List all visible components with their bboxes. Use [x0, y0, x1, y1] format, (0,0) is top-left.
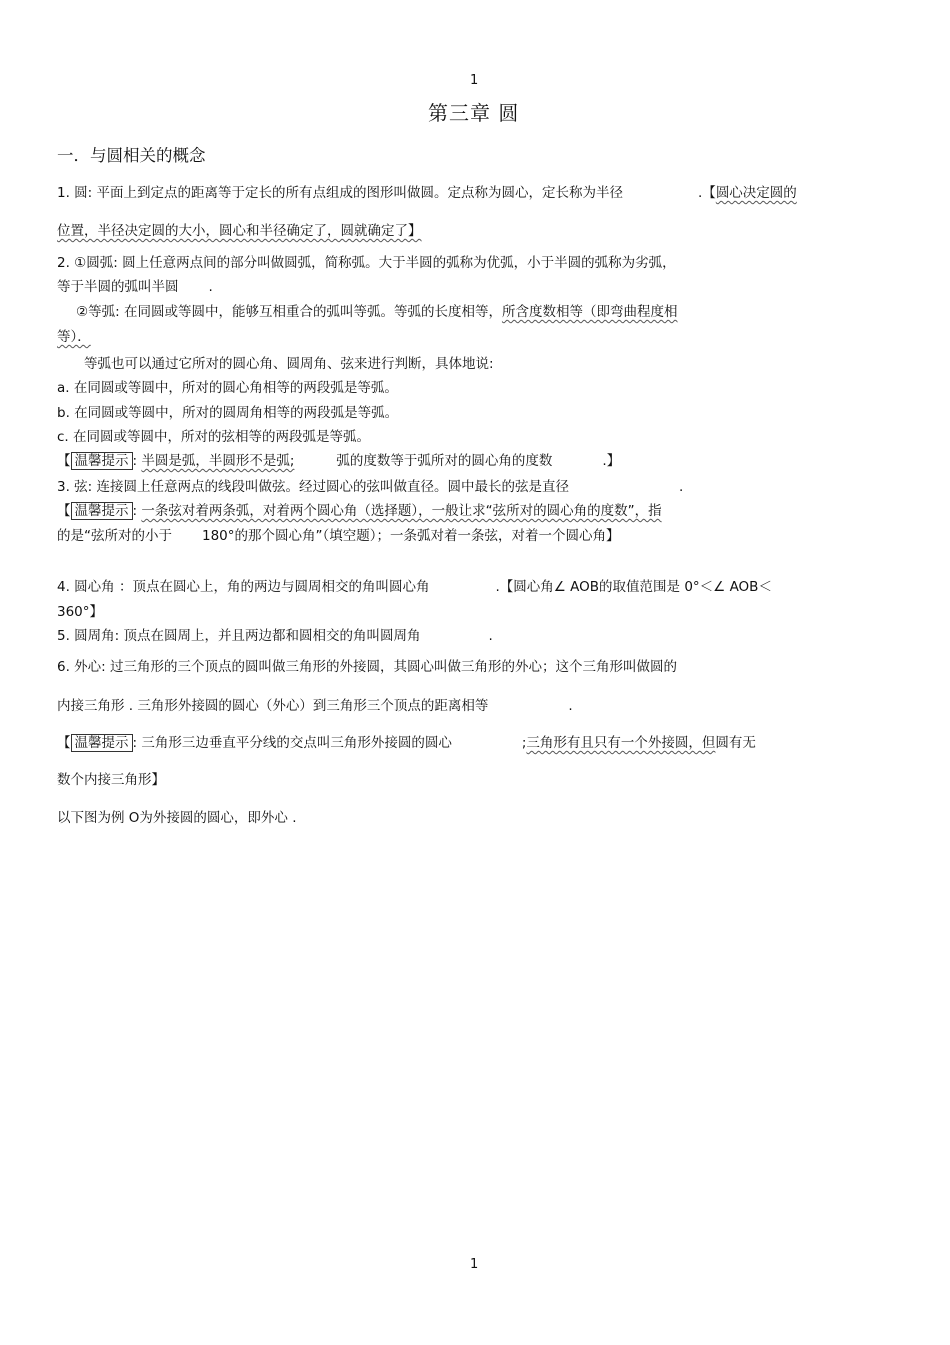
- tip-1-emphasis: 半圆是弧，半圆形不是弧;: [141, 453, 295, 469]
- colon: :: [132, 503, 138, 519]
- tip-1: [57, 452, 620, 470]
- tip-3-line-1: [57, 734, 756, 752]
- item-4-range: .【圆心角∠ AOB的取值范围是 0°＜∠ AOB＜: [495, 579, 772, 595]
- equal-arc-text: ②等弧: 在同圆或等圆中，能够互相重合的弧叫等弧。等弧的长度相等，: [76, 304, 502, 320]
- chapter-title: 第三章 圆: [428, 101, 520, 125]
- item-1-line-1: [57, 184, 797, 202]
- colon: :: [132, 453, 138, 469]
- tip-2-text-a: 的是“弦所对的小于: [57, 528, 172, 544]
- item-6-text: 内接三角形 . 三角形外接圆的圆心（外心）到三角形三个顶点的距离相等: [57, 698, 489, 714]
- item-2-line-c: c. 在同圆或等圆中，所对的弦相等的两段弧是等弧。: [57, 429, 371, 445]
- period: .: [568, 698, 573, 714]
- item-5-text: 5. 圆周角: 顶点在圆周上，并且两边都和圆相交的角叫圆周角: [57, 628, 421, 644]
- page-number-top: 1: [470, 73, 479, 88]
- item-3: [57, 478, 683, 496]
- item-4-line-2: 360°】: [57, 604, 104, 620]
- period: .: [488, 628, 493, 644]
- tip-label: 温馨提示: [71, 734, 133, 752]
- item-2-line-2: [57, 278, 213, 296]
- semicircle-text: 等于半圆的弧叫半圆: [57, 279, 179, 295]
- item-1-line-2: [57, 222, 422, 240]
- tip-label: 温馨提示: [71, 502, 133, 520]
- item-1-bracket: .【: [698, 185, 716, 201]
- item-6-line-2: [57, 697, 573, 715]
- item-1-emphasis-cont: 位置，半径决定圆的大小，圆心和半径确定了，圆就确定了】: [57, 223, 422, 239]
- colon: :: [132, 735, 138, 751]
- equal-arc-emphasis-cont: 等）．: [57, 329, 91, 345]
- semicolon: ;: [521, 735, 527, 751]
- tip-3-tail: 圆有无: [715, 735, 756, 751]
- bracket-open: 【: [57, 735, 71, 751]
- equal-arc-emphasis: 所含度数相等（即弯曲程度相: [501, 304, 678, 320]
- item-2-line-5: 等弧也可以通过它所对的圆心角、圆周角、弦来进行判断，具体地说:: [84, 356, 494, 372]
- item-2-line-3: [76, 303, 677, 321]
- item-2-line-1: 2. ①圆弧: 圆上任意两点间的部分叫做圆弧，简称弧。大于半圆的弧称为优弧，小于半圆的弧称为劣弧，: [57, 255, 676, 271]
- item-4-line-1: [57, 578, 772, 596]
- tip-2-line-2: [57, 527, 620, 545]
- example-line: 以下图为例 O为外接圆的圆心，即外心 .: [57, 810, 297, 826]
- item-5: [57, 627, 493, 645]
- tip-2-line-1: [57, 502, 662, 520]
- period: .: [208, 279, 213, 295]
- period: .: [679, 479, 684, 495]
- item-2-line-b: b. 在同圆或等圆中，所对的圆周角相等的两段弧是等弧。: [57, 405, 399, 421]
- bracket-open: 【: [57, 453, 71, 469]
- tip-2-emphasis: 一条弦对着两条弧，对着两个圆心角（选择题），一般让求“弦所对的圆心角的度数”，指: [141, 503, 662, 519]
- item-2-line-4: [57, 328, 91, 346]
- item-3-text: 3. 弦: 连接圆上任意两点的线段叫做弦。经过圆心的弦叫做直径。圆中最长的弦是直径: [57, 479, 570, 495]
- item-4-text: 4. 圆心角 ：顶点在圆心上，角的两边与圆周相交的角叫圆心角: [57, 579, 430, 595]
- bracket-open: 【: [57, 503, 71, 519]
- item-2-line-a: a. 在同圆或等圆中，所对的圆心角相等的两段弧是等弧。: [57, 380, 398, 396]
- tip-1-end: .】: [602, 453, 621, 469]
- item-1-emphasis: 圆心决定圆的: [715, 185, 797, 201]
- item-6-line-1: 6. 外心: 过三角形的三个顶点的圆叫做三角形的外接圆，其圆心叫做三角形的外心；这个三角形叫做圆的: [57, 659, 678, 675]
- item-1-text: 1. 圆: 平面上到定点的距离等于定长的所有点组成的图形叫做圆。定点称为圆心，定长称为半径: [57, 185, 624, 201]
- tip-3-text: 三角形三边垂直平分线的交点叫三角形外接圆的圆心: [141, 735, 452, 751]
- page-number-bottom: 1: [470, 1257, 479, 1272]
- tip-3-line-2: 数个内接三角形】: [57, 772, 165, 788]
- section-heading: 一．与圆相关的概念: [57, 146, 206, 165]
- tip-1-text: 弧的度数等于弧所对的圆心角的度数: [336, 453, 553, 469]
- tip-label: 温馨提示: [71, 452, 133, 470]
- tip-3-emphasis: 三角形有且只有一个外接圆，但: [526, 735, 716, 751]
- tip-2-text-b: 180°的那个圆心角”（填空题）；一条弧对着一条弦，对着一个圆心角】: [202, 528, 620, 544]
